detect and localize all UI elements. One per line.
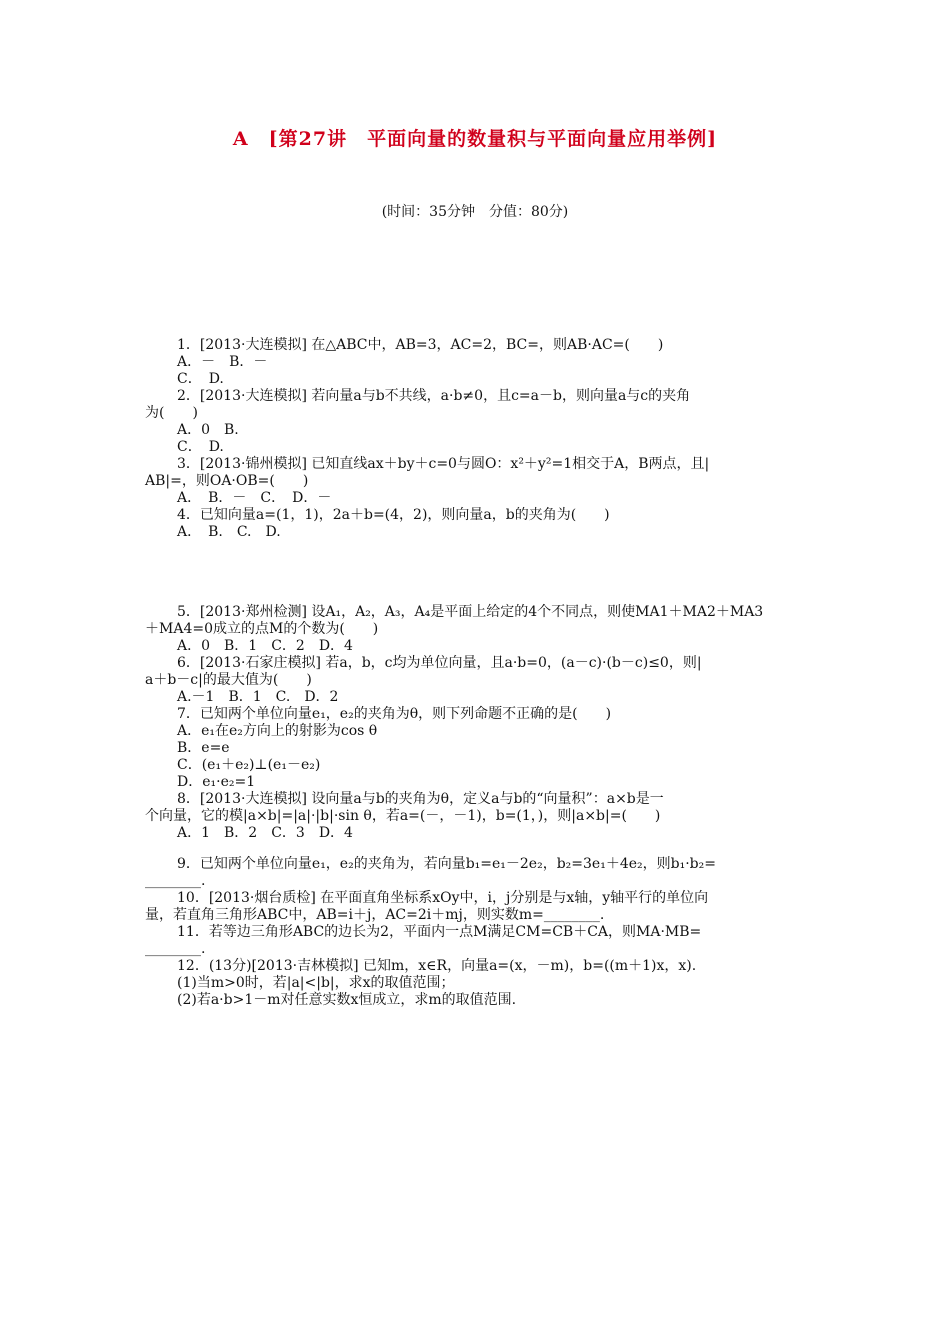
text-line: AB|=，则OA·OB=( ) [145,473,309,489]
text-line: A． B．－ C． D．－ [177,490,332,506]
text-line: C．(e₁＋e₂)⊥(e₁－e₂) [177,757,321,773]
text-line: ________. [145,873,206,889]
text-line: ＋MA4=0成立的点M的个数为( ) [145,621,379,637]
text-line: 2．[2013·大连模拟] 若向量a与b不共线，a·b≠0，且c=a－b，则向量a与c的夹角 [177,388,691,404]
text-line: 为( ) [145,405,198,421]
text-line: (1)当m>0时，若|a|<|b|，求x的取值范围； [177,975,455,991]
text-line: A．－ B．－ [177,354,268,370]
text-line: A．0 B．1 C．2 D．4 [177,638,353,654]
questions-5-8 [145,604,813,842]
questions-1-4 [145,337,813,541]
text-line: A． B. C. D. [177,524,281,540]
text-line: 6．[2013·石家庄模拟] 若a，b，c均为单位向量，且a·b=0，(a－c)·(b－c)≤0，则| [177,655,702,671]
text-line: C． D. [177,439,224,455]
text-line: 9．已知两个单位向量e₁，e₂的夹角为，若向量b₁=e₁－2e₂，b₂=3e₁＋4e₂，则b₁·b₂= [177,856,716,872]
text-line: 11．若等边三角形ABC的边长为2，平面内一点M满足CM=CB＋CA，则MA·MB= [177,924,702,940]
text-line: C． D. [177,371,224,387]
text-line: 量，若直角三角形ABC中，AB=i＋j，AC=2i＋mj，则实数m=________. [145,907,605,923]
text-line: 3．[2013·锦州模拟] 已知直线ax＋by＋c=0与圆O：x²＋y²=1相交于A，B两点，且| [177,456,710,472]
text-line: 4．已知向量a=(1，1)，2a＋b=(4，2)，则向量a，b的夹角为( ) [177,507,610,523]
text-line: 1．[2013·大连模拟] 在△ABC中，AB=3，AC=2，BC=，则AB·AC=( ) [177,337,664,353]
text-line: a＋b－c|的最大值为( ) [145,672,312,688]
text-line: A．0 B. [177,422,239,438]
text-line: 8．[2013·大连模拟] 设向量a与b的夹角为θ，定义a与b的“向量积”：a×b是一 [177,791,664,807]
text-line: ________. [145,941,206,957]
text-line: 5．[2013·郑州检测] 设A₁，A₂，A₃，A₄是平面上给定的4个不同点，则使MA1＋MA2＋MA3 [177,604,764,620]
page-title: A [第27讲 平面向量的数量积与平面向量应用举例] [232,128,718,150]
text-line: A．1 B．2 C．3 D．4 [177,825,353,841]
text-line: (2)若a·b>1－m对任意实数x恒成立，求m的取值范围. [177,992,517,1008]
text-line: B．e=e [177,740,230,756]
text-line: A.－1 B．1 C. D．2 [177,689,339,705]
text-line: 7．已知两个单位向量e₁，e₂的夹角为θ，则下列命题不正确的是( ) [177,706,612,722]
time-score-info: (时间：35分钟 分值：80分) [381,204,569,220]
questions-9-12 [145,856,813,1009]
text-line: 10．[2013·烟台质检] 在平面直角坐标系xOy中，i，j分别是与x轴，y轴平行的单位向 [177,890,709,906]
text-line: D．e₁·e₂=1 [177,774,256,790]
text-line: 个向量，它的模|a×b|=|a|·|b|·sin θ，若a=(－，－1)，b=(1，)，则|a×b|=( ) [145,808,661,824]
text-line: A．e₁在e₂方向上的射影为cos θ [177,723,378,739]
text-line: 12．(13分)[2013·吉林模拟] 已知m，x∈R，向量a=(x，－m)，b=((m＋1)x，x). [177,958,697,974]
